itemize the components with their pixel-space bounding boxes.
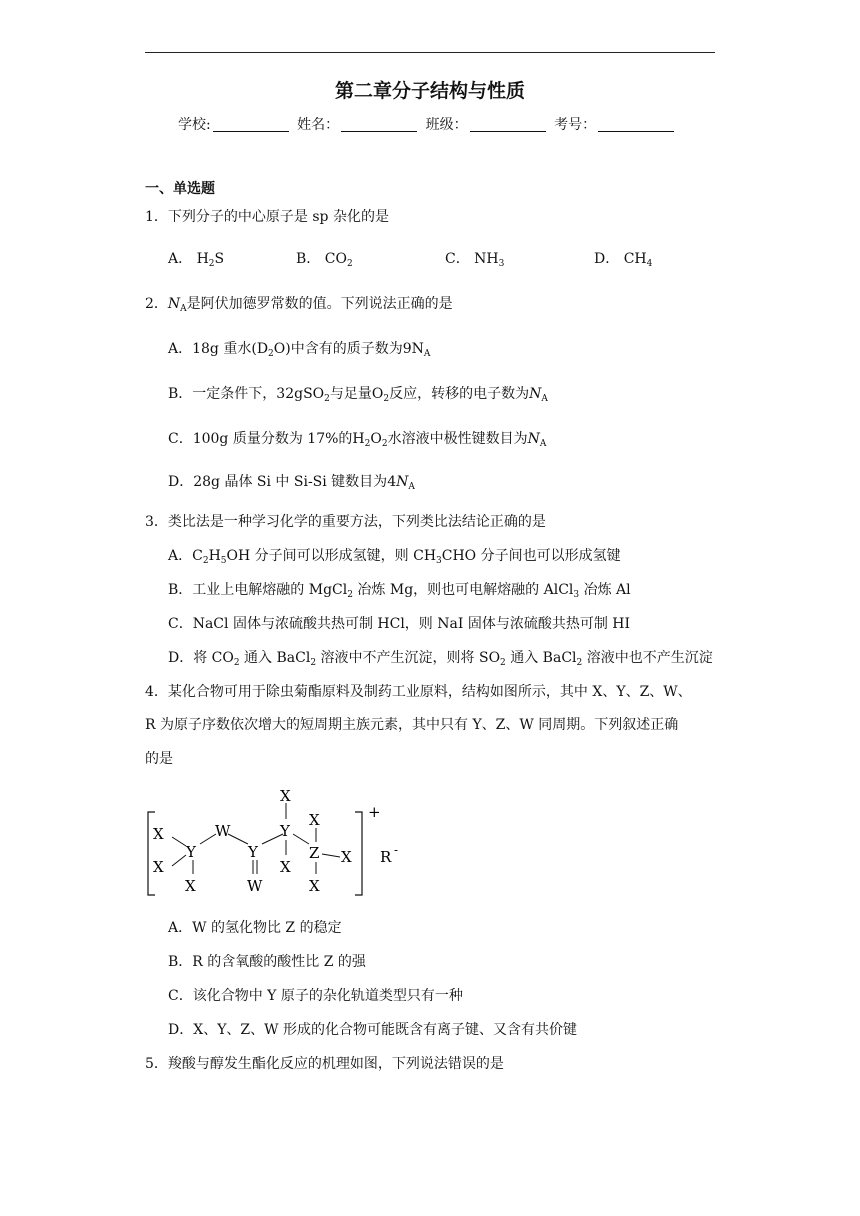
atom-y3: Y	[280, 822, 290, 840]
q3-option-c[interactable]: C．NaCl 固体与浓硫酸共热可制 HCl，则 NaI 固体与浓硫酸共热可制 HI	[168, 616, 631, 632]
q3-stem: 3．类比法是一种学习化学的重要方法，下列类比法结论正确的是	[145, 514, 546, 530]
atom-x1: X	[153, 825, 164, 843]
q2-option-c[interactable]: C．100g 质量分数为 17%的$H_2O_2$水溶液中极性键数目为$N_A$	[168, 431, 547, 449]
atom-z: Z	[309, 844, 320, 862]
q4-stem-line1: 4．某化合物可用于除虫菊酯原料及制药工业原料，结构如图所示，其中 X、Y、Z、W、	[145, 684, 692, 700]
exam-no-blank[interactable]	[598, 117, 674, 132]
q1-option-b[interactable]: B． $CO_2$	[296, 251, 353, 269]
q4-option-a[interactable]: A．W 的氢化物比 Z 的稳定	[168, 920, 342, 936]
cation-charge: +	[368, 803, 381, 821]
atom-w2: W	[247, 877, 263, 895]
right-bracket	[355, 812, 362, 895]
q4-option-c[interactable]: C．该化合物中 Y 原子的杂化轨道类型只有一种	[168, 988, 463, 1004]
atom-x4: X	[280, 787, 291, 805]
atom-x7: X	[341, 848, 352, 866]
atom-y1: Y	[186, 843, 196, 861]
q4-stem-line2: R 为原子序数依次增大的短周期主族元素，其中只有 Y、Z、W 同周期。下列叙述正确	[145, 717, 679, 733]
q4-option-d[interactable]: D．X、Y、Z、W 形成的化合物可能既含有离子键、又含有共价键	[168, 1022, 577, 1038]
student-info-line	[178, 114, 678, 134]
q2-option-a[interactable]: A．18g 重水$(D_2O)$中含有的质子数为$9N_A$	[168, 341, 431, 359]
q4-structure-diagram	[140, 782, 410, 902]
q3-option-b[interactable]: B．工业上电解熔融的 MgCl$_2$ 冶炼 Mg，则也可电解熔融的 AlCl$_3$ 冶炼 Al	[168, 582, 631, 600]
q1-option-a[interactable]: A． $H_2S$	[168, 251, 225, 269]
name-blank[interactable]	[341, 117, 417, 132]
q4-stem-line3: 的是	[145, 751, 173, 767]
atom-x2: X	[153, 858, 164, 876]
q2-stem: 2．$N_A$是阿伏加德罗常数的值。下列说法正确的是	[145, 296, 453, 314]
school-blank[interactable]	[213, 117, 289, 132]
q2-option-d[interactable]: D．28g 晶体 Si 中 Si-Si 键数目为$4N_A$	[168, 474, 415, 492]
q1-option-d[interactable]: D． $CH_4$	[594, 251, 653, 269]
class-label: 班级：	[425, 117, 468, 133]
header-rule	[145, 52, 715, 53]
atom-x6: X	[309, 811, 320, 829]
anion-charge: -	[394, 843, 399, 857]
exam-no-label: 考号：	[554, 117, 597, 133]
q5-stem: 5．羧酸与醇发生酯化反应的机理如图，下列说法错误的是	[145, 1056, 504, 1072]
anion-r: R	[380, 848, 392, 866]
atom-x8: X	[309, 877, 320, 895]
school-label: 学校:	[178, 117, 211, 133]
atom-w1: W	[215, 822, 231, 840]
name-label: 姓名：	[297, 117, 340, 133]
q4-option-b[interactable]: B．R 的含氧酸的酸性比 Z 的强	[168, 954, 366, 970]
q2-option-b[interactable]: B．一定条件下，32gSO$_2$与足量$O_2$反应，转移的电子数为$N_A$	[168, 386, 548, 404]
atom-y2: Y	[248, 843, 258, 861]
q1-option-c[interactable]: C． $NH_3$	[445, 251, 505, 269]
page-title: 第二章分子结构与性质	[334, 80, 525, 102]
atom-x3: X	[185, 877, 196, 895]
q3-option-d[interactable]: D．将 $CO_2$ 通入 BaCl$_2$ 溶液中不产生沉淀，则将 $SO_2$ 通入 BaCl$_2$ 溶液中也不产生沉淀	[168, 650, 713, 668]
section-heading: 一、单选题	[145, 181, 215, 197]
atom-x5: X	[280, 858, 291, 876]
class-blank[interactable]	[470, 117, 546, 132]
q3-option-a[interactable]: A．$C_2H_5OH$ 分子间可以形成氢键，则 $CH_3CHO$ 分子间也可以形成氢键	[168, 548, 621, 566]
q1-stem: 1．下列分子的中心原子是 sp 杂化的是	[145, 209, 389, 225]
